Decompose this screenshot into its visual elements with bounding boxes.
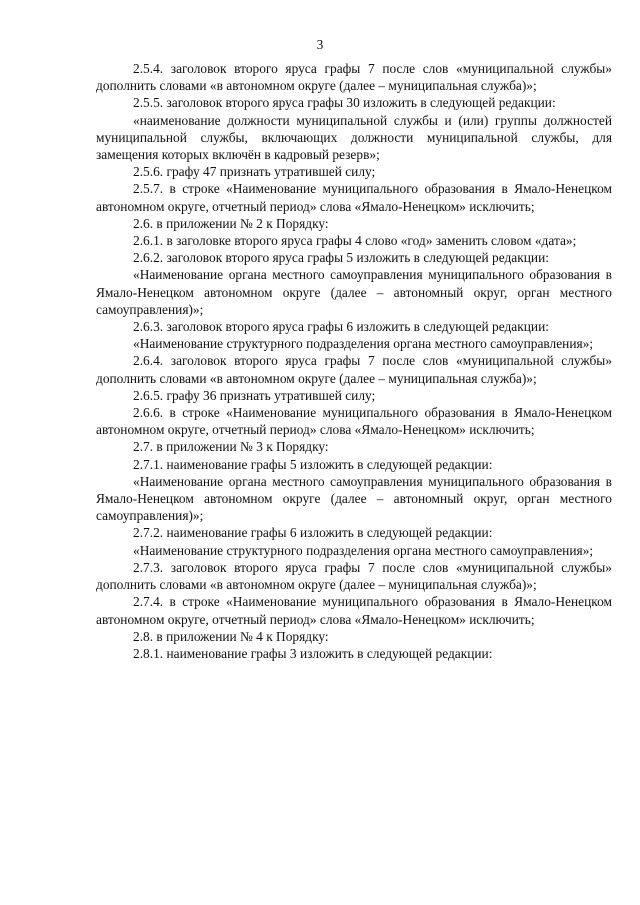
document-body [96, 60, 612, 662]
paragraph-2-6-2: 2.6.2. заголовок второго яруса графы 5 изложить в следующей редакции: [133, 250, 549, 266]
paragraph-2-6-4: 2.6.4. заголовок второго яруса графы 7 после слов «муниципальной службы» дополнить словами «в автономном округе (далее – муниципальная служба)»; [96, 353, 612, 386]
paragraph-2-8: 2.8. в приложении № 4 к Порядку: [133, 628, 329, 644]
paragraph-2-5-5: 2.5.5. заголовок второго яруса графы 30 изложить в следующей редакции: [133, 95, 556, 111]
quote-paragraph: «Наименование органа местного самоуправления муниципального образования в Ямало-Ненецком автономном округе (далее – автономный округ, орган местного самоуправления)»; [96, 473, 612, 524]
quote-paragraph: «Наименование структурного подразделения органа местного самоуправления»; [133, 542, 594, 558]
paragraph-2-5-4: 2.5.4. заголовок второго яруса графы 7 после слов «муниципальной службы» дополнить словами «в автономном округе (далее – муниципальная служба)»; [96, 61, 612, 94]
quote-paragraph: «Наименование органа местного самоуправления муниципального образования в Ямало-Ненецком автономном округе (далее – автономный округ, орган местного самоуправления)»; [96, 267, 612, 317]
paragraph-2-7-3: 2.7.3. заголовок второго яруса графы 7 после слов «муниципальной службы» дополнить словами «в автономном округе (далее – муниципальная служба)»; [96, 559, 612, 593]
paragraph-2-7-1: 2.7.1. наименование графы 5 изложить в следующей редакции: [133, 456, 493, 472]
paragraph-2-5-6: 2.5.6. графу 47 признать утратившей силу; [133, 164, 376, 180]
quote-paragraph: «Наименование структурного подразделения органа местного самоуправления»; [133, 336, 594, 352]
paragraph-2-6-6: 2.6.6. в строке «Наименование муниципального образования в Ямало-Ненецком автономном округе, отчетный период» слова «Ямало-Ненецком» исключить; [96, 405, 612, 438]
paragraph-2-6-5: 2.6.5. графу 36 признать утратившей силу; [133, 387, 376, 403]
paragraph-2-5-7: 2.5.7. в строке «Наименование муниципального образования в Ямало-Ненецком автономном округе, отчетный период» слова «Ямало-Ненецком» исключить; [96, 181, 612, 214]
quote-paragraph: «наименование должности муниципальной службы и (или) группы должностей муниципальной службы, включающих должности муниципальной службы, для замещения которых включён в кадровый резерв»; [96, 112, 612, 163]
paragraph-2-7-4: 2.7.4. в строке «Наименование муниципального образования в Ямало-Ненецком автономном округе, отчетный период» слова «Ямало-Ненецком» исключить; [96, 594, 612, 627]
paragraph-2-6: 2.6. в приложении № 2 к Порядку: [133, 215, 329, 231]
paragraph-2-6-1: 2.6.1. в заголовке второго яруса графы 4 слово «год» заменить словом «дата»; [133, 233, 577, 249]
paragraph-2-7: 2.7. в приложении № 3 к Порядку: [133, 439, 329, 455]
paragraph-2-6-3: 2.6.3. заголовок второго яруса графы 6 изложить в следующей редакции: [133, 319, 549, 335]
paragraph-2-8-1: 2.8.1. наименование графы 3 изложить в следующей редакции: [133, 645, 493, 661]
paragraph-2-7-2: 2.7.2. наименование графы 6 изложить в следующей редакции: [133, 525, 493, 541]
page-number: 3 [316, 37, 324, 52]
